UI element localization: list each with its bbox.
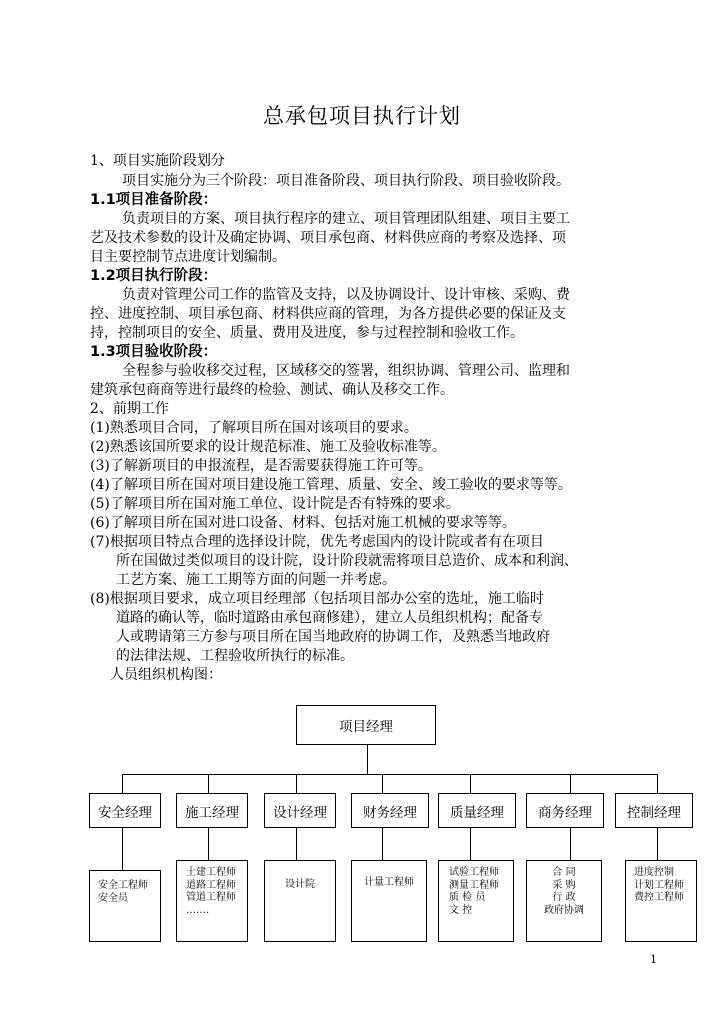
org-connector [570, 774, 571, 793]
org-detail-item: 计量工程师 [364, 877, 414, 888]
org-box-construction-manager: 施工经理 [176, 793, 248, 828]
org-detail-control [625, 860, 697, 942]
org-connector [470, 774, 471, 793]
org-detail-item: 文 控 [449, 904, 473, 916]
org-connector [208, 774, 209, 793]
org-detail-item: 安全员 [98, 892, 128, 904]
org-connector [296, 774, 297, 793]
org-detail-item: 采 购 [552, 879, 576, 891]
org-connector [122, 827, 123, 870]
org-connector [296, 827, 297, 860]
org-connector [470, 827, 471, 860]
org-detail-item: 土建工程师 [186, 867, 236, 878]
org-detail-item: 安全工程师 [98, 880, 148, 891]
org-box-finance-manager: 财务经理 [351, 793, 429, 828]
org-detail-safety [89, 870, 161, 942]
paragraph-line: 控、进度控制、项目承包商、材料供应商的管理，为各方提供必要的保证及支 [90, 306, 566, 322]
org-connector [122, 774, 123, 793]
paragraph-line: 建筑承包商商等进行最终的检验、测试、确认及移交工作。 [90, 382, 454, 398]
list-item: (8)根据项目要求，成立项目经理部（包括项目部办公室的选址，施工临时 [90, 591, 544, 607]
org-box-project-manager: 项目经理 [296, 705, 436, 745]
org-box-safety-manager: 安全经理 [89, 793, 161, 828]
org-detail-commerce [526, 860, 602, 942]
section-1-heading: 1、项目实施阶段划分 [90, 153, 225, 169]
org-box-control-manager: 控制经理 [615, 793, 693, 828]
org-detail-item: 费控工程师 [634, 892, 684, 903]
paragraph-line: 负责项目的方案、项目执行程序的建立、项目管理团队组建、项目主要工 [122, 211, 570, 227]
org-detail-item: ……. [186, 904, 210, 916]
paragraph-line: 负责对管理公司工作的监管及支持，以及协调设计、设计审核、采购、费 [122, 287, 570, 303]
org-detail-item: 政府协调 [544, 904, 584, 916]
org-detail-item: 试验工程师 [449, 867, 499, 878]
list-item-continued: 道路的确认等，临时道路由承包商修建），建立人员组织机构；配备专 [116, 610, 543, 626]
org-detail-item: 设计院 [285, 879, 315, 890]
org-box-quality-manager: 质量经理 [438, 793, 516, 828]
org-connector [657, 827, 658, 860]
subsection-1-1-heading: 1.1项目准备阶段： [90, 192, 218, 208]
org-connector [570, 827, 571, 860]
org-connector [208, 827, 209, 860]
org-detail-item: 测量工程师 [449, 879, 499, 891]
subsection-1-2-heading: 1.2项目执行阶段： [90, 268, 218, 284]
org-detail-item: 计划工程师 [634, 879, 684, 891]
list-item-continued: 所在国做过类似项目的设计院，设计阶段就需将项目总造价、成本和利润、 [116, 553, 578, 569]
list-item: (2)熟悉该国所要求的设计规范标准、施工及验收标准等。 [90, 439, 446, 455]
list-item-continued: 的法律法规、工程验收所执行的标准。 [116, 648, 354, 664]
org-detail-item: 行 政 [552, 892, 576, 903]
org-detail-item: 合 同 [552, 867, 576, 878]
org-connector [382, 827, 383, 860]
org-detail-item: 道路工程师 [186, 879, 236, 891]
paragraph-line: 艺及技术参数的设计及确定协调、项目承包商、材料供应商的考察及选择、项 [90, 230, 566, 246]
page-title: 总承包项目执行计划 [263, 104, 461, 128]
list-item-continued: 工艺方案、施工工期等方面的问题一并考虑。 [116, 572, 396, 588]
list-item: (7)根据项目特点合理的选择设计院，优先考虑国内的设计院或者有在项目 [90, 534, 544, 550]
org-detail-item: 进度控制 [634, 867, 674, 878]
org-connector [657, 774, 658, 793]
subsection-1-3-heading: 1.3项目验收阶段： [90, 344, 218, 360]
org-chart-caption: 人员组织机构图： [110, 667, 222, 683]
paragraph-line: 全程参与验收移交过程，区域移交的签署，组织协调、管理公司、监理和 [122, 363, 570, 379]
list-item: (1)熟悉项目合同，了解项目所在国对该项目的要求。 [90, 420, 418, 436]
paragraph-line: 目主要控制节点进度计划编制。 [90, 249, 286, 265]
page-number: 1 [650, 953, 657, 966]
org-box-commerce-manager: 商务经理 [526, 793, 604, 828]
paragraph-line: 持，控制项目的安全、质量、费用及进度，参与过程控制和验收工作。 [90, 325, 524, 341]
list-item: (4)了解项目所在国对项目建设施工管理、质量、安全、竣工验收的要求等等。 [90, 477, 572, 493]
list-item: (3)了解新项目的申报流程，是否需要获得施工许可等。 [90, 458, 432, 474]
org-connector [122, 774, 658, 775]
org-detail-item: 质 检 员 [449, 892, 486, 903]
org-detail-construction [176, 860, 248, 942]
list-item: (5)了解项目所在国对施工单位、设计院是否有特殊的要求。 [90, 496, 460, 512]
org-detail-quality [438, 860, 514, 942]
org-detail-finance [351, 860, 427, 942]
section-2-heading: 2、前期工作 [90, 401, 169, 417]
org-detail-item: 管道工程师 [186, 892, 236, 903]
org-connector [367, 744, 368, 774]
paragraph-line: 项目实施分为三个阶段：项目准备阶段、项目执行阶段、项目验收阶段。 [122, 173, 570, 189]
org-connector [382, 774, 383, 793]
list-item: (6)了解项目所在国对进口设备、材料、包括对施工机械的要求等等。 [90, 515, 516, 531]
org-box-design-manager: 设计经理 [264, 793, 336, 828]
org-detail-design [264, 860, 336, 942]
list-item-continued: 人或聘请第三方参与项目所在国当地政府的协调工作，及熟悉当地政府 [116, 629, 550, 645]
